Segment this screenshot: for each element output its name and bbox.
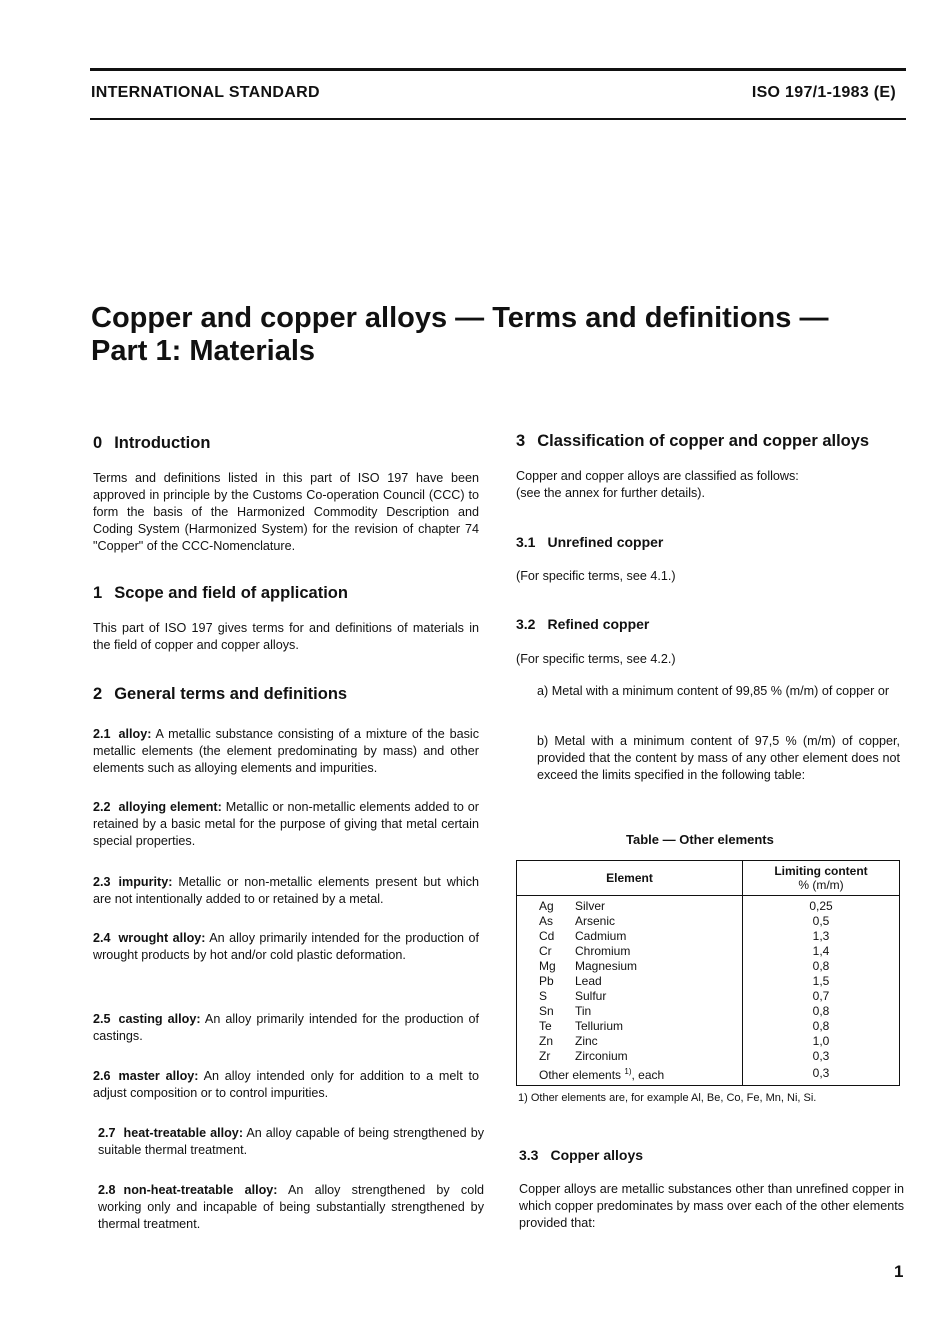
- section-number: 3: [516, 432, 526, 450]
- definition-number: 2.5: [93, 1012, 111, 1026]
- definition-number: 2.2: [93, 800, 111, 814]
- definition-2-4: [93, 930, 479, 964]
- section-title: General terms and definitions: [114, 685, 348, 703]
- element-symbol: Zn: [539, 1034, 554, 1048]
- section-title: Copper alloys: [550, 1147, 644, 1163]
- page-title-line-1: Copper and copper alloys — Terms and definitions —: [91, 302, 829, 334]
- element-symbol: Pb: [539, 974, 554, 988]
- element-symbol: S: [539, 989, 548, 1003]
- table-row: [517, 929, 900, 944]
- section-3-2-heading: [516, 616, 649, 632]
- element-symbol: Cr: [539, 944, 552, 958]
- definition-2-2: [93, 799, 479, 850]
- table-row: [517, 959, 900, 974]
- definition-2-1: [93, 726, 479, 777]
- section-title: Classification of copper and copper alloys: [537, 432, 870, 450]
- definition-2-8: [98, 1182, 484, 1233]
- element-limit: 0,5: [743, 914, 900, 929]
- other-elements-suffix: , each: [631, 1068, 665, 1082]
- page-number: 1: [894, 1262, 904, 1281]
- section-0-text: Terms and definitions listed in this part of ISO 197 have been approved in principle by the Customs Co-operation Council (CCC) to form the basis of the Harmonized Commodity Description and Coding System (Harmonized System) for the revision of chapter 74 "Copper" of the CCC-Nomenclature.: [93, 471, 479, 553]
- element-symbol: Zr: [539, 1049, 551, 1063]
- definition-number: 2.3: [93, 875, 111, 889]
- section-number: 3.1: [516, 534, 536, 550]
- section-1-heading: [93, 584, 348, 603]
- section-3-3-heading: [519, 1147, 643, 1163]
- definition-text: Metallic or non-metallic elements present but which are not intentionally added to or retained by a metal.: [93, 875, 479, 906]
- table-header-limiting-content: [743, 861, 900, 896]
- section-title: Scope and field of application: [114, 584, 348, 602]
- element-name: Lead: [575, 974, 602, 988]
- definition-text: An alloy primarily intended for the production of castings.: [93, 1012, 479, 1043]
- element-name: Arsenic: [575, 914, 616, 928]
- element-limit: 1,3: [743, 929, 900, 944]
- element-limit: 0,8: [743, 959, 900, 974]
- section-3-3-text: Copper alloys are metallic substances other than unrefined copper in which copper predominates by mass over each of the other elements provided that:: [519, 1182, 905, 1230]
- table-row: [517, 896, 900, 915]
- table-row-other-elements: [517, 1064, 900, 1086]
- elements-table: [516, 860, 900, 1086]
- section-title: Introduction: [114, 434, 211, 452]
- definition-term: alloy:: [118, 727, 152, 741]
- table-header-limiting-content-line-1: Limiting content: [774, 864, 868, 878]
- element-symbol: Ag: [539, 899, 554, 913]
- definition-number: 2.6: [93, 1069, 111, 1083]
- element-name: Tin: [575, 1004, 592, 1018]
- definition-number: 2.7: [98, 1126, 116, 1140]
- element-limit: 1,4: [743, 944, 900, 959]
- section-1-text: This part of ISO 197 gives terms for and definitions of materials in the field of copper and copper alloys.: [93, 621, 479, 652]
- definition-text: An alloy strengthened by cold working only and incapable of being substantially strengthened by thermal treatment.: [98, 1183, 485, 1231]
- definition-number: 2.4: [93, 931, 111, 945]
- table-row: [517, 1019, 900, 1034]
- section-number: 1: [93, 584, 103, 602]
- element-symbol: Te: [539, 1019, 552, 1033]
- element-limit: 0,7: [743, 989, 900, 1004]
- refined-copper-item-a: a) Metal with a minimum content of 99,85 % (m/m) of copper or: [537, 684, 890, 698]
- table-header-limiting-content-line-2: % (m/m): [798, 878, 844, 892]
- other-elements-text: Other elements: [539, 1068, 622, 1082]
- table-row: [517, 1034, 900, 1049]
- definition-2-5: [93, 1011, 479, 1045]
- other-elements-label: [517, 1064, 743, 1086]
- section-number: 2: [93, 685, 103, 703]
- section-number: 0: [93, 434, 103, 452]
- definition-2-7: [98, 1125, 484, 1159]
- definition-text: A metallic substance consisting of a mixture of the basic metallic elements (the element predominating by mass) and other elements such as alloying elements and impurities.: [93, 727, 479, 775]
- element-limit: 0,3: [743, 1064, 900, 1086]
- footnote-ref: 1): [624, 1067, 632, 1076]
- section-2-heading: [93, 685, 347, 704]
- table-row: [517, 944, 900, 959]
- element-name: Cadmium: [575, 929, 627, 943]
- element-limit: 1,0: [743, 1034, 900, 1049]
- page-title-line-2: Part 1: Materials: [91, 335, 316, 367]
- section-3-text-1: Copper and copper alloys are classified as follows:: [516, 469, 799, 483]
- definition-text: An alloy capable of being strengthened by suitable thermal treatment.: [98, 1126, 484, 1157]
- definition-2-6: [93, 1068, 479, 1102]
- section-title: Refined copper: [547, 616, 650, 632]
- definition-term: impurity:: [118, 875, 173, 889]
- definition-text: An alloy primarily intended for the production of wrought products by hot and/or cold plastic deformation.: [93, 931, 479, 962]
- section-3-heading: [516, 432, 869, 451]
- element-symbol: Sn: [539, 1004, 554, 1018]
- definition-term: wrought alloy:: [118, 931, 206, 945]
- element-limit: 0,8: [743, 1004, 900, 1019]
- element-symbol: As: [539, 914, 554, 928]
- section-number: 3.3: [519, 1147, 539, 1163]
- table-header-element: Element: [517, 861, 743, 896]
- element-name: Zirconium: [575, 1049, 628, 1063]
- table-title: Table — Other elements: [626, 832, 774, 847]
- section-0-heading: [93, 434, 210, 453]
- definition-text: An alloy intended only for addition to a melt to adjust composition or to control impurities.: [93, 1069, 479, 1100]
- table-row: [517, 989, 900, 1004]
- element-name: Silver: [575, 899, 606, 913]
- header-standard-label: INTERNATIONAL STANDARD: [91, 84, 320, 101]
- definition-text: Metallic or non-metallic elements added to or retained by a basic metal for the purpose of giving that metal certain special properties.: [93, 800, 479, 848]
- definition-number: 2.8: [98, 1183, 116, 1197]
- element-limit: 0,25: [743, 896, 900, 915]
- section-3-2-text: (For specific terms, see 4.2.): [516, 652, 676, 666]
- element-limit: 0,3: [743, 1049, 900, 1064]
- element-name: Sulfur: [575, 989, 607, 1003]
- definition-number: 2.1: [93, 727, 111, 741]
- element-symbol: Mg: [539, 959, 556, 973]
- section-number: 3.2: [516, 616, 536, 632]
- section-title: Unrefined copper: [547, 534, 664, 550]
- table-row: [517, 914, 900, 929]
- element-name: Chromium: [575, 944, 631, 958]
- section-3-1-text: (For specific terms, see 4.1.): [516, 569, 676, 583]
- section-3-text-2: (see the annex for further details).: [516, 486, 706, 500]
- definition-term: non-heat-treatable alloy:: [123, 1183, 278, 1197]
- table-row: [517, 974, 900, 989]
- header-top-rule: [90, 68, 906, 71]
- definition-term: heat-treatable alloy:: [123, 1126, 244, 1140]
- element-symbol: Cd: [539, 929, 555, 943]
- element-name: Magnesium: [575, 959, 638, 973]
- section-3-1-heading: [516, 534, 663, 550]
- refined-copper-item-b: b) Metal with a minimum content of 97,5 % (m/m) of copper, provided that the content by mass of any other element does not exceed the limits specified in the following table:: [537, 734, 900, 782]
- element-name: Zinc: [575, 1034, 598, 1048]
- element-name: Tellurium: [575, 1019, 624, 1033]
- definition-term: casting alloy:: [118, 1012, 201, 1026]
- header-bottom-rule: [90, 118, 906, 120]
- table-row: [517, 1049, 900, 1064]
- table-footnote: 1) Other elements are, for example Al, Be, Co, Fe, Mn, Ni, Si.: [518, 1092, 817, 1104]
- table-row: [517, 1004, 900, 1019]
- definition-2-3: [93, 874, 479, 908]
- header-document-id: ISO 197/1-1983 (E): [751, 84, 896, 101]
- definition-term: alloying element:: [118, 800, 222, 814]
- definition-term: master alloy:: [118, 1069, 199, 1083]
- element-limit: 0,8: [743, 1019, 900, 1034]
- element-limit: 1,5: [743, 974, 900, 989]
